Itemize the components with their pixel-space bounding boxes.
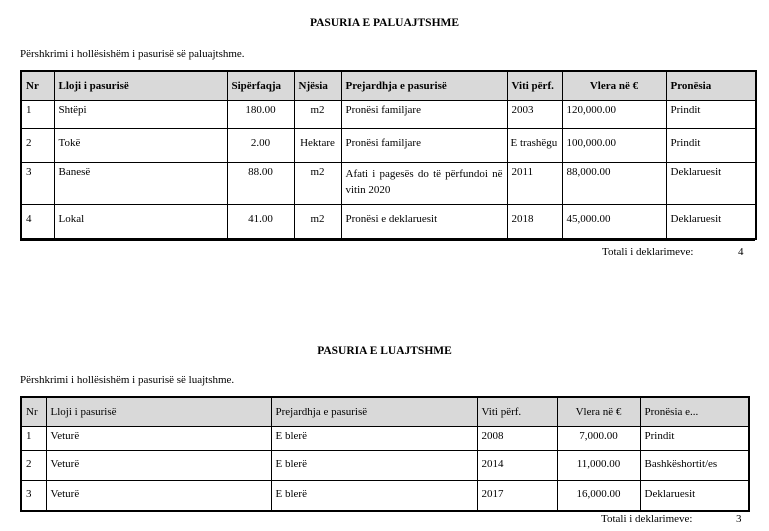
- immovable-description: Përshkrimi i hollësishëm i pasurisë së paluajtshme.: [20, 48, 245, 60]
- col-header-type: Lloji i pasurisë: [46, 397, 271, 427]
- col-header-origin: Prejardhja e pasurisë: [341, 71, 507, 101]
- cell-owner: Deklaruesit: [640, 481, 749, 511]
- cell-year: 2008: [477, 427, 557, 451]
- col-header-owner: Pronësia: [666, 71, 756, 101]
- table-row: [21, 427, 749, 451]
- movable-total-value: 3: [736, 513, 742, 525]
- cell-year: 2003: [507, 101, 562, 129]
- cell-nr: 3: [21, 163, 54, 205]
- col-header-value: Vlera në €: [557, 397, 640, 427]
- cell-year: 2014: [477, 451, 557, 481]
- cell-value: 7,000.00: [557, 427, 640, 451]
- table-row: [21, 129, 756, 163]
- col-header-owner: Pronësia e...: [640, 397, 749, 427]
- cell-type: Tokë: [54, 129, 227, 163]
- table-row: [21, 163, 756, 205]
- cell-year: 2018: [507, 205, 562, 239]
- col-header-year: Viti përf.: [507, 71, 562, 101]
- cell-nr: 4: [21, 205, 54, 239]
- immovable-table: [20, 70, 757, 240]
- cell-type: Lokal: [54, 205, 227, 239]
- movable-title: PASURIA E LUAJTSHME: [317, 345, 452, 357]
- cell-nr: 2: [21, 129, 54, 163]
- cell-origin: Pronësi familjare: [341, 101, 507, 129]
- cell-unit: m2: [294, 101, 341, 129]
- cell-origin: E blerë: [271, 481, 477, 511]
- cell-origin: E blerë: [271, 451, 477, 481]
- col-header-year: Viti përf.: [477, 397, 557, 427]
- immovable-header-row: [21, 71, 756, 101]
- col-header-nr: Nr: [21, 397, 46, 427]
- cell-owner: Prindit: [666, 101, 756, 129]
- cell-unit: Hektare: [294, 129, 341, 163]
- cell-nr: 1: [21, 427, 46, 451]
- movable-description: Përshkrimi i hollësishëm i pasurisë së luajtshme.: [20, 374, 235, 386]
- cell-value: 11,000.00: [557, 451, 640, 481]
- cell-area: 41.00: [227, 205, 294, 239]
- col-header-type: Lloji i pasurisë: [54, 71, 227, 101]
- cell-area: 88.00: [227, 163, 294, 205]
- cell-type: Veturë: [46, 451, 271, 481]
- movable-table: [20, 396, 750, 512]
- cell-type: Veturë: [46, 481, 271, 511]
- col-header-nr: Nr: [21, 71, 54, 101]
- cell-unit: m2: [294, 205, 341, 239]
- cell-owner: Prindit: [640, 427, 749, 451]
- cell-value: 45,000.00: [562, 205, 666, 239]
- movable-header-row: [21, 397, 749, 427]
- cell-type: Shtëpi: [54, 101, 227, 129]
- cell-nr: 3: [21, 481, 46, 511]
- immovable-total-value: 4: [738, 246, 744, 258]
- table-row: [21, 451, 749, 481]
- cell-area: 2.00: [227, 129, 294, 163]
- movable-total-label: Totali i deklarimeve:: [601, 513, 693, 525]
- cell-value: 16,000.00: [557, 481, 640, 511]
- cell-value: 100,000.00: [562, 129, 666, 163]
- col-header-unit: Njësia: [294, 71, 341, 101]
- col-header-area: Sipërfaqja: [227, 71, 294, 101]
- table-row: [21, 101, 756, 129]
- cell-origin: E blerë: [271, 427, 477, 451]
- cell-origin: Pronësi e deklaruesit: [341, 205, 507, 239]
- table-row: [21, 481, 749, 511]
- cell-owner: Bashkëshortit/es: [640, 451, 749, 481]
- cell-origin: Pronësi familjare: [341, 129, 507, 163]
- immovable-total-label: Totali i deklarimeve:: [602, 246, 694, 258]
- col-header-value: Vlera në €: [562, 71, 666, 101]
- cell-type: Banesë: [54, 163, 227, 205]
- cell-type: Veturë: [46, 427, 271, 451]
- immovable-title: PASURIA E PALUAJTSHME: [309, 17, 460, 29]
- table-bottom-rule: [20, 240, 755, 241]
- cell-owner: Prindit: [666, 129, 756, 163]
- cell-owner: Deklaruesit: [666, 163, 756, 205]
- cell-nr: 2: [21, 451, 46, 481]
- cell-value: 88,000.00: [562, 163, 666, 205]
- cell-nr: 1: [21, 101, 54, 129]
- cell-unit: m2: [294, 163, 341, 205]
- cell-origin: Afati i pagesës do të përfundoi në vitin 2020: [341, 163, 507, 205]
- cell-value: 120,000.00: [562, 101, 666, 129]
- cell-area: 180.00: [227, 101, 294, 129]
- col-header-origin: Prejardhja e pasurisë: [271, 397, 477, 427]
- cell-year: 2011: [507, 163, 562, 205]
- cell-year: 2017: [477, 481, 557, 511]
- cell-owner: Deklaruesit: [666, 205, 756, 239]
- table-row: [21, 205, 756, 239]
- cell-year: E trashëgu: [507, 129, 562, 163]
